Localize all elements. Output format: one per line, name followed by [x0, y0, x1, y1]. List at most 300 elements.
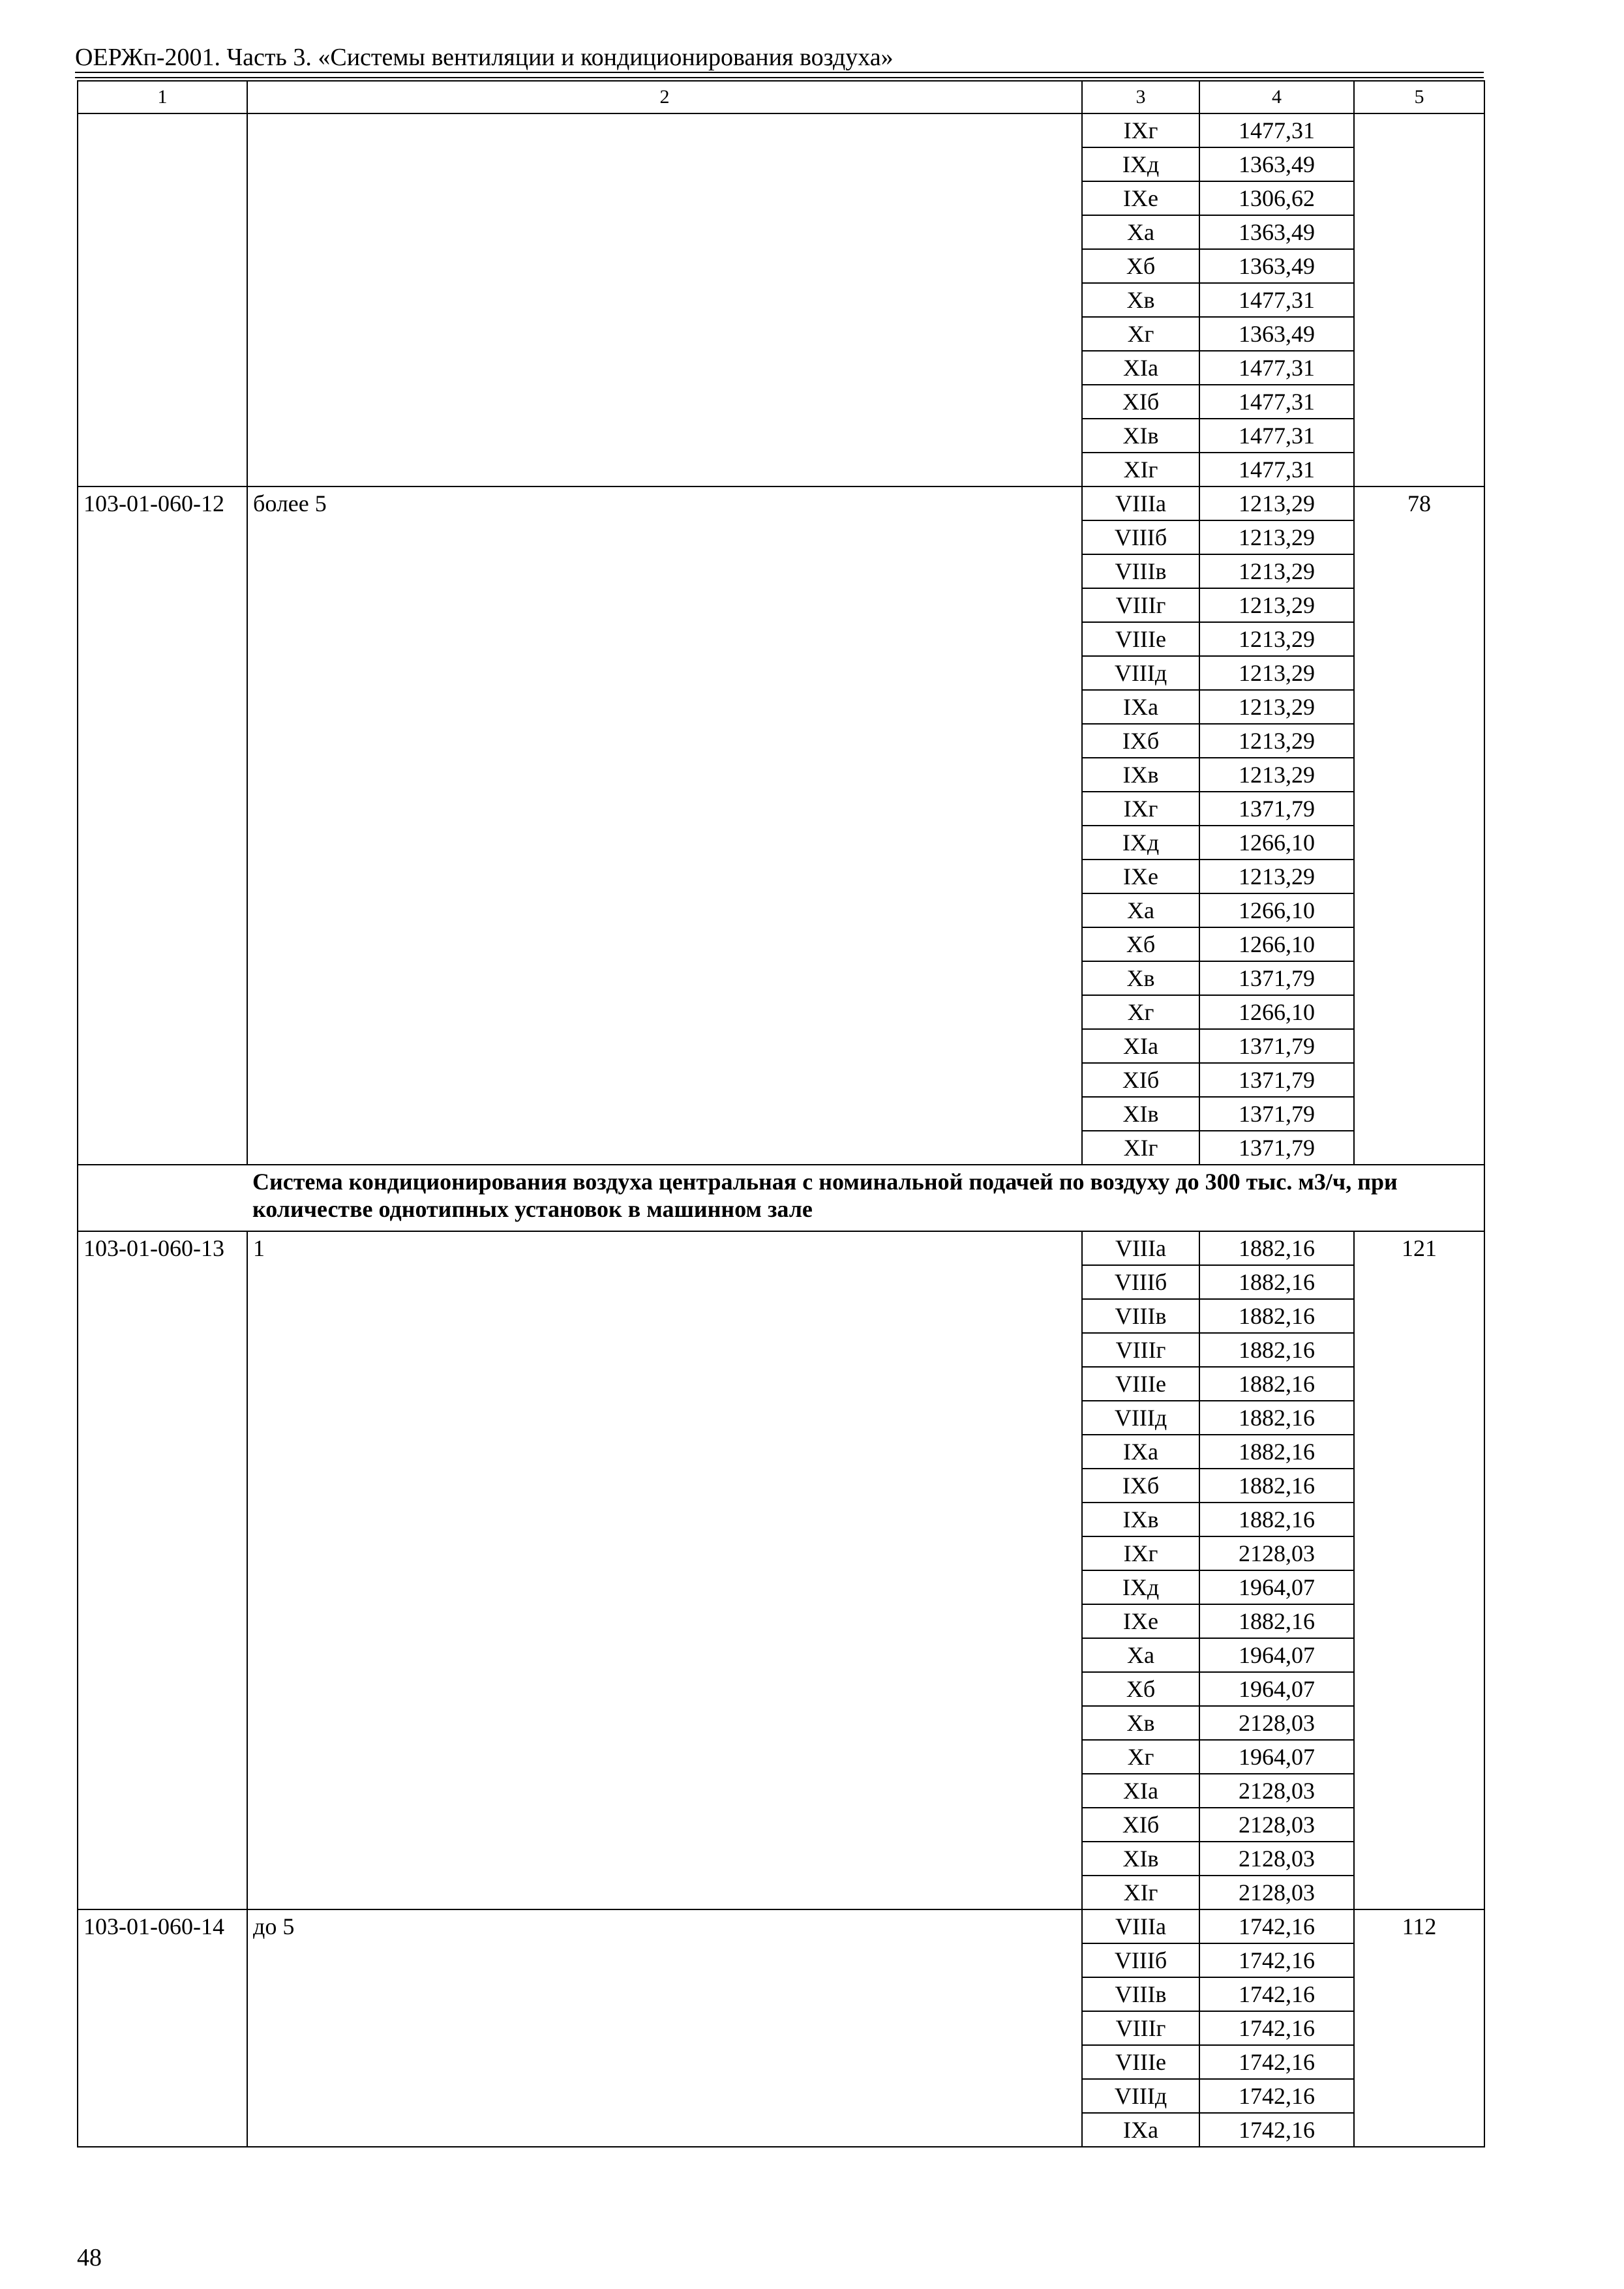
empty-cell [78, 1333, 247, 1367]
value-cell: 1371,79 [1199, 961, 1354, 995]
empty-cell [78, 1299, 247, 1333]
empty-cell [78, 1435, 247, 1469]
table-row [78, 1909, 1484, 1943]
empty-cell [1354, 622, 1484, 656]
table-row [78, 792, 1484, 826]
empty-cell [1354, 1401, 1484, 1435]
zone-cell: VIIIб [1082, 1943, 1199, 1977]
empty-cell [247, 554, 1082, 588]
value-cell: 1477,31 [1199, 453, 1354, 486]
empty-cell [78, 1977, 247, 2011]
empty-cell [78, 1265, 247, 1299]
empty-cell [78, 283, 247, 317]
rate-description: 1 [247, 1231, 1082, 1265]
empty-cell [78, 1774, 247, 1808]
empty-cell [247, 961, 1082, 995]
table-row [78, 113, 1484, 147]
empty-cell [247, 927, 1082, 961]
zone-cell: IXа [1082, 2113, 1199, 2147]
empty-cell [78, 995, 247, 1029]
empty-cell [1354, 181, 1484, 215]
table-row [78, 622, 1484, 656]
value-cell: 1266,10 [1199, 995, 1354, 1029]
zone-cell: Xа [1082, 893, 1199, 927]
value-cell: 1882,16 [1199, 1435, 1354, 1469]
empty-cell [247, 1469, 1082, 1503]
zone-cell: XIб [1082, 385, 1199, 419]
empty-cell [247, 724, 1082, 758]
empty-cell [78, 1029, 247, 1063]
empty-cell [247, 1808, 1082, 1842]
value-cell: 1266,10 [1199, 826, 1354, 860]
empty-cell [78, 554, 247, 588]
empty-cell [247, 520, 1082, 554]
zone-cell: IXг [1082, 1536, 1199, 1570]
value-cell: 1964,07 [1199, 1570, 1354, 1604]
empty-cell [1354, 113, 1484, 147]
empty-cell [1354, 215, 1484, 249]
value-cell: 1213,29 [1199, 724, 1354, 758]
zone-cell: IXд [1082, 826, 1199, 860]
empty-cell [78, 1570, 247, 1604]
empty-cell [247, 1097, 1082, 1131]
zone-cell: Xа [1082, 215, 1199, 249]
table-row [78, 961, 1484, 995]
table-row [78, 181, 1484, 215]
zone-cell: Xв [1082, 961, 1199, 995]
empty-cell [1354, 1842, 1484, 1876]
column-number-4: 4 [1199, 81, 1354, 113]
zone-cell: XIв [1082, 419, 1199, 453]
zone-cell: VIIIа [1082, 486, 1199, 520]
zone-cell: XIг [1082, 1131, 1199, 1165]
table-row [78, 758, 1484, 792]
table-row [78, 147, 1484, 181]
zone-cell: XIв [1082, 1842, 1199, 1876]
table-row [78, 1706, 1484, 1740]
empty-cell [78, 724, 247, 758]
empty-cell [78, 1672, 247, 1706]
value-cell: 1371,79 [1199, 1063, 1354, 1097]
empty-cell [78, 1706, 247, 1740]
empty-cell [247, 419, 1082, 453]
empty-cell [78, 317, 247, 351]
table-row [78, 1808, 1484, 1842]
value-cell: 1882,16 [1199, 1299, 1354, 1333]
zone-cell: IXд [1082, 147, 1199, 181]
empty-cell [1354, 1469, 1484, 1503]
empty-cell [247, 1740, 1082, 1774]
empty-cell [1354, 147, 1484, 181]
zone-cell: VIIIд [1082, 2079, 1199, 2113]
table-row [78, 283, 1484, 317]
rates-table [77, 80, 1485, 2147]
value-cell: 1306,62 [1199, 181, 1354, 215]
value-cell: 1742,16 [1199, 1977, 1354, 2011]
empty-cell [78, 1503, 247, 1536]
table-row [78, 419, 1484, 453]
empty-cell [247, 1842, 1082, 1876]
table-row [78, 1231, 1484, 1265]
empty-cell [247, 792, 1082, 826]
value-cell: 1266,10 [1199, 893, 1354, 927]
table-row [78, 1299, 1484, 1333]
empty-cell [247, 1570, 1082, 1604]
empty-cell [1354, 249, 1484, 283]
value-cell: 1882,16 [1199, 1469, 1354, 1503]
zone-cell: IXв [1082, 758, 1199, 792]
rate-code: 103-01-060-14 [78, 1909, 247, 1943]
empty-cell [1354, 1367, 1484, 1401]
empty-cell [247, 2045, 1082, 2079]
zone-cell: Xг [1082, 317, 1199, 351]
value-cell: 1742,16 [1199, 2011, 1354, 2045]
empty-cell [247, 656, 1082, 690]
table-row [78, 249, 1484, 283]
page-number: 48 [77, 2244, 102, 2271]
empty-cell [1354, 826, 1484, 860]
empty-cell [247, 385, 1082, 419]
value-cell: 1363,49 [1199, 317, 1354, 351]
empty-cell [247, 1299, 1082, 1333]
empty-cell [247, 215, 1082, 249]
zone-cell: VIIIе [1082, 1367, 1199, 1401]
table-row [78, 385, 1484, 419]
empty-cell [78, 453, 247, 486]
zone-cell: VIIIв [1082, 1977, 1199, 2011]
empty-cell [247, 453, 1082, 486]
empty-cell [1354, 1570, 1484, 1604]
empty-cell [78, 860, 247, 893]
rate-code: 103-01-060-12 [78, 486, 247, 520]
empty-cell [78, 113, 247, 147]
empty-cell [78, 961, 247, 995]
table-row [78, 860, 1484, 893]
empty-cell [1354, 1808, 1484, 1842]
table-row [78, 656, 1484, 690]
empty-cell [1354, 1536, 1484, 1570]
empty-cell [247, 995, 1082, 1029]
empty-cell [78, 1808, 247, 1842]
empty-cell [1354, 588, 1484, 622]
section-heading: Система кондиционирования воздуха центральная с номинальной подачей по воздуху до 300 тыс. м3/ч, при количестве однотипных установок в машинном зале [247, 1165, 1484, 1231]
empty-cell [1354, 1063, 1484, 1097]
zone-cell: XIа [1082, 1774, 1199, 1808]
empty-cell [247, 1333, 1082, 1367]
empty-cell [78, 2113, 247, 2147]
empty-cell [1354, 995, 1484, 1029]
value-cell: 2128,03 [1199, 1876, 1354, 1909]
empty-cell [247, 181, 1082, 215]
empty-cell [1354, 1503, 1484, 1536]
empty-cell [78, 927, 247, 961]
empty-cell [78, 147, 247, 181]
empty-cell [1354, 792, 1484, 826]
empty-cell [78, 2045, 247, 2079]
empty-cell [247, 1943, 1082, 1977]
table-row [78, 1265, 1484, 1299]
header-rule-double [75, 77, 1484, 78]
empty-cell [78, 1604, 247, 1638]
empty-cell [78, 656, 247, 690]
value-cell: 1213,29 [1199, 588, 1354, 622]
empty-cell [78, 826, 247, 860]
zone-cell: Xг [1082, 995, 1199, 1029]
page-title: ОЕРЖп-2001. Часть 3. «Системы вентиляции и кондиционирования воздуха» [75, 44, 894, 71]
empty-cell [247, 1706, 1082, 1740]
value-cell: 1742,16 [1199, 1909, 1354, 1943]
zone-cell: Xб [1082, 1672, 1199, 1706]
value-cell: 1742,16 [1199, 1943, 1354, 1977]
zone-cell: XIг [1082, 453, 1199, 486]
table-row [78, 1943, 1484, 1977]
empty-cell [1354, 961, 1484, 995]
value-cell: 1363,49 [1199, 215, 1354, 249]
table-row [78, 826, 1484, 860]
empty-cell [78, 690, 247, 724]
table-row [78, 2113, 1484, 2147]
empty-cell [247, 1063, 1082, 1097]
table-row [78, 1604, 1484, 1638]
empty-cell [78, 1536, 247, 1570]
empty-cell [247, 622, 1082, 656]
empty-cell [247, 588, 1082, 622]
empty-cell [78, 520, 247, 554]
empty-cell [247, 1977, 1082, 2011]
empty-cell [78, 2011, 247, 2045]
labor-cost: 121 [1354, 1231, 1484, 1265]
empty-cell [1354, 1265, 1484, 1299]
zone-cell: XIв [1082, 1097, 1199, 1131]
empty-cell [1354, 1672, 1484, 1706]
value-cell: 1363,49 [1199, 147, 1354, 181]
table-row [78, 351, 1484, 385]
empty-cell [247, 1503, 1082, 1536]
table-row [78, 1131, 1484, 1165]
empty-cell [247, 1401, 1082, 1435]
empty-cell [1354, 1299, 1484, 1333]
value-cell: 1213,29 [1199, 860, 1354, 893]
zone-cell: IXд [1082, 1570, 1199, 1604]
empty-cell [247, 1604, 1082, 1638]
empty-cell [1354, 1029, 1484, 1063]
value-cell: 1213,29 [1199, 520, 1354, 554]
empty-cell [1354, 283, 1484, 317]
rate-description: более 5 [247, 486, 1082, 520]
value-cell: 2128,03 [1199, 1536, 1354, 1570]
zone-cell: VIIIе [1082, 622, 1199, 656]
empty-cell [247, 2011, 1082, 2045]
empty-cell [247, 249, 1082, 283]
zone-cell: IXг [1082, 792, 1199, 826]
table-row [78, 317, 1484, 351]
zone-cell: IXа [1082, 1435, 1199, 1469]
table-row [78, 724, 1484, 758]
empty-cell [78, 622, 247, 656]
empty-cell [78, 1943, 247, 1977]
empty-cell [78, 181, 247, 215]
zone-cell: VIIIг [1082, 588, 1199, 622]
value-cell: 1213,29 [1199, 486, 1354, 520]
value-cell: 2128,03 [1199, 1808, 1354, 1842]
empty-cell [1354, 690, 1484, 724]
zone-cell: XIа [1082, 351, 1199, 385]
empty-cell [247, 1638, 1082, 1672]
table-row [78, 995, 1484, 1029]
empty-cell [1354, 724, 1484, 758]
table-row [78, 1503, 1484, 1536]
value-cell: 1742,16 [1199, 2079, 1354, 2113]
zone-cell: IXг [1082, 113, 1199, 147]
table-row [78, 2011, 1484, 2045]
empty-cell [247, 1876, 1082, 1909]
empty-cell [78, 792, 247, 826]
empty-cell [78, 1401, 247, 1435]
value-cell: 1213,29 [1199, 656, 1354, 690]
empty-cell [78, 385, 247, 419]
value-cell: 1371,79 [1199, 792, 1354, 826]
table-row [78, 453, 1484, 486]
zone-cell: IXв [1082, 1503, 1199, 1536]
empty-cell [1354, 2113, 1484, 2147]
zone-cell: VIIIв [1082, 1299, 1199, 1333]
empty-cell [247, 351, 1082, 385]
zone-cell: IXе [1082, 1604, 1199, 1638]
empty-cell [78, 1063, 247, 1097]
table-row [78, 1029, 1484, 1063]
empty-cell [1354, 1706, 1484, 1740]
zone-cell: IXе [1082, 860, 1199, 893]
header-rule [75, 72, 1484, 73]
column-number-3: 3 [1082, 81, 1199, 113]
table-row [78, 1401, 1484, 1435]
empty-cell [78, 1165, 247, 1231]
empty-cell [1354, 1774, 1484, 1808]
empty-cell [247, 758, 1082, 792]
empty-cell [1354, 1435, 1484, 1469]
empty-cell [247, 1265, 1082, 1299]
table-row [78, 1367, 1484, 1401]
empty-cell [1354, 453, 1484, 486]
value-cell: 1477,31 [1199, 385, 1354, 419]
empty-cell [247, 317, 1082, 351]
empty-cell [78, 419, 247, 453]
table-row [78, 486, 1484, 520]
empty-cell [247, 283, 1082, 317]
value-cell: 1477,31 [1199, 283, 1354, 317]
empty-cell [1354, 1977, 1484, 2011]
table-row [78, 1063, 1484, 1097]
value-cell: 1964,07 [1199, 1638, 1354, 1672]
zone-cell: IXе [1082, 181, 1199, 215]
empty-cell [78, 1638, 247, 1672]
table-row [78, 927, 1484, 961]
empty-cell [1354, 927, 1484, 961]
empty-cell [1354, 656, 1484, 690]
value-cell: 1371,79 [1199, 1097, 1354, 1131]
value-cell: 1213,29 [1199, 690, 1354, 724]
empty-cell [247, 893, 1082, 927]
labor-cost: 78 [1354, 486, 1484, 520]
empty-cell [1354, 1097, 1484, 1131]
value-cell: 1882,16 [1199, 1503, 1354, 1536]
value-cell: 1964,07 [1199, 1740, 1354, 1774]
empty-cell [247, 826, 1082, 860]
empty-cell [1354, 1638, 1484, 1672]
table-row [78, 520, 1484, 554]
empty-cell [1354, 2011, 1484, 2045]
zone-cell: VIIIв [1082, 554, 1199, 588]
zone-cell: XIб [1082, 1808, 1199, 1842]
table-row [78, 215, 1484, 249]
rate-description: до 5 [247, 1909, 1082, 1943]
value-cell: 1213,29 [1199, 758, 1354, 792]
table-row [78, 1774, 1484, 1808]
value-cell: 1363,49 [1199, 249, 1354, 283]
zone-cell: XIг [1082, 1876, 1199, 1909]
zone-cell: VIIIг [1082, 2011, 1199, 2045]
zone-cell: XIб [1082, 1063, 1199, 1097]
empty-cell [1354, 1604, 1484, 1638]
zone-cell: VIIIб [1082, 520, 1199, 554]
table-row [78, 1842, 1484, 1876]
empty-cell [1354, 893, 1484, 927]
empty-cell [247, 113, 1082, 147]
empty-cell [1354, 520, 1484, 554]
empty-cell [78, 1097, 247, 1131]
empty-cell [78, 1740, 247, 1774]
empty-cell [78, 1469, 247, 1503]
value-cell: 2128,03 [1199, 1842, 1354, 1876]
zone-cell: VIIIа [1082, 1909, 1199, 1943]
value-cell: 2128,03 [1199, 1706, 1354, 1740]
zone-cell: VIIIб [1082, 1265, 1199, 1299]
zone-cell: IXб [1082, 724, 1199, 758]
zone-cell: Xб [1082, 249, 1199, 283]
table-row [78, 1876, 1484, 1909]
table-row [78, 1097, 1484, 1131]
zone-cell: XIа [1082, 1029, 1199, 1063]
empty-cell [1354, 2045, 1484, 2079]
empty-cell [247, 147, 1082, 181]
table-row [78, 588, 1484, 622]
table-row [78, 1977, 1484, 2011]
zone-cell: VIIIд [1082, 656, 1199, 690]
zone-cell: VIIIг [1082, 1333, 1199, 1367]
value-cell: 2128,03 [1199, 1774, 1354, 1808]
zone-cell: VIIIд [1082, 1401, 1199, 1435]
value-cell: 1742,16 [1199, 2113, 1354, 2147]
value-cell: 1964,07 [1199, 1672, 1354, 1706]
value-cell: 1742,16 [1199, 2045, 1354, 2079]
table-row [78, 1740, 1484, 1774]
value-cell: 1882,16 [1199, 1265, 1354, 1299]
column-number-row [78, 81, 1484, 113]
table-row [78, 1469, 1484, 1503]
empty-cell [78, 1876, 247, 1909]
zone-cell: IXб [1082, 1469, 1199, 1503]
empty-cell [78, 588, 247, 622]
value-cell: 1477,31 [1199, 351, 1354, 385]
table-row [78, 1333, 1484, 1367]
value-cell: 1882,16 [1199, 1401, 1354, 1435]
empty-cell [1354, 1131, 1484, 1165]
empty-cell [1354, 758, 1484, 792]
empty-cell [78, 1131, 247, 1165]
empty-cell [1354, 1876, 1484, 1909]
table-row [78, 2045, 1484, 2079]
value-cell: 1882,16 [1199, 1367, 1354, 1401]
